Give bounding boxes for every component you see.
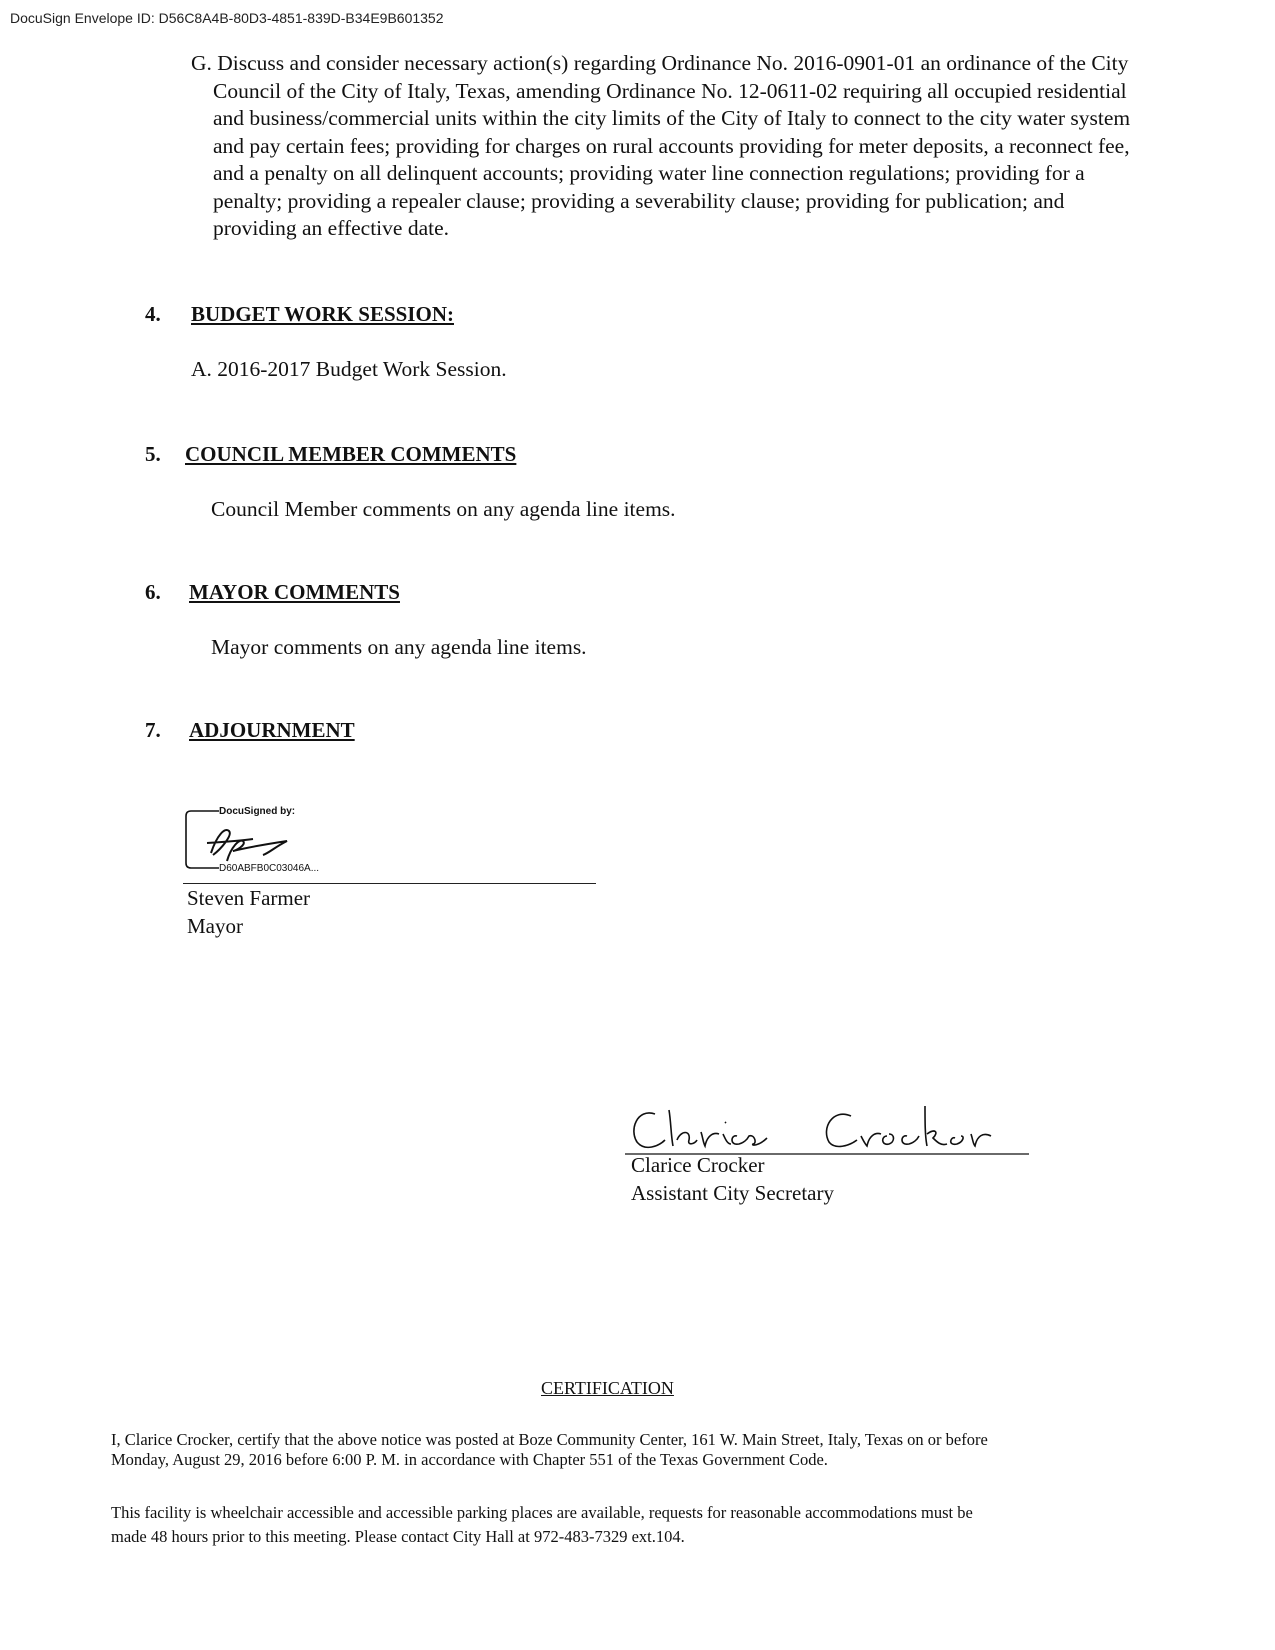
- certification-heading: CERTIFICATION: [541, 1378, 674, 1398]
- section-7-number: 7.: [145, 718, 161, 742]
- section-4-title: BUDGET WORK SESSION:: [191, 302, 454, 326]
- secretary-name: Clarice Crocker: [631, 1153, 765, 1177]
- section-5-title: COUNCIL MEMBER COMMENTS: [185, 442, 517, 466]
- envelope-id: DocuSign Envelope ID: D56C8A4B-80D3-4851-839D-B34E9B601352: [10, 10, 444, 26]
- mayor-title: Mayor: [187, 914, 243, 938]
- mayor-signature-line: [183, 883, 596, 884]
- certification-line-2: Monday, August 29, 2016 before 6:00 P. M. in accordance with Chapter 551 of the Texas Government Code.: [111, 1450, 828, 1469]
- docusign-stamp: [183, 805, 323, 875]
- section-6-body: Mayor comments on any agenda line items.: [211, 635, 587, 659]
- mayor-name: Steven Farmer: [187, 886, 311, 910]
- section-5-number: 5.: [145, 442, 161, 466]
- section-4-item-a: A. 2016-2017 Budget Work Session.: [191, 357, 507, 381]
- section-7-title: ADJOURNMENT: [189, 718, 355, 742]
- section-4-number: 4.: [145, 302, 161, 326]
- accessibility-line-2: made 48 hours prior to this meeting. Please contact City Hall at 972-483-7329 ext.104.: [111, 1527, 685, 1546]
- accessibility-line-1: This facility is wheelchair accessible and accessible parking places are available, requests for reasonable accommodations must be: [111, 1503, 973, 1522]
- docusign-id: D60ABFB0C03046A...: [219, 863, 320, 874]
- secretary-title: Assistant City Secretary: [631, 1181, 834, 1205]
- docusign-label: DocuSigned by:: [219, 806, 296, 817]
- section-6-title: MAYOR COMMENTS: [189, 580, 400, 604]
- section-5-body: Council Member comments on any agenda line items.: [211, 497, 676, 521]
- certification-line-1: I, Clarice Crocker, certify that the above notice was posted at Boze Community Center, 161 W. Main Street, Italy, Texas on or before: [111, 1430, 988, 1449]
- secretary-signature-icon: [625, 1100, 1045, 1160]
- agenda-item-g: G. Discuss and consider necessary action(s) regarding Ordinance No. 2016-0901-01 an ordinance of the City Council of the City of Italy, Texas, amending Ordinance No. 12-0611-02 requiring all occupied residential and business/commercial units within the city limits of the City of Italy to connect to the city water system and pay certain fees; providing for charges on rural accounts providing for meter deposits, a reconnect fee, and a penalty on all delinquent accounts; providing water line connection regulations; providing for a penalty; providing a repealer clause; providing a severability clause; providing for publication; and providing an effective date.: [191, 51, 1131, 240]
- section-6-number: 6.: [145, 580, 161, 604]
